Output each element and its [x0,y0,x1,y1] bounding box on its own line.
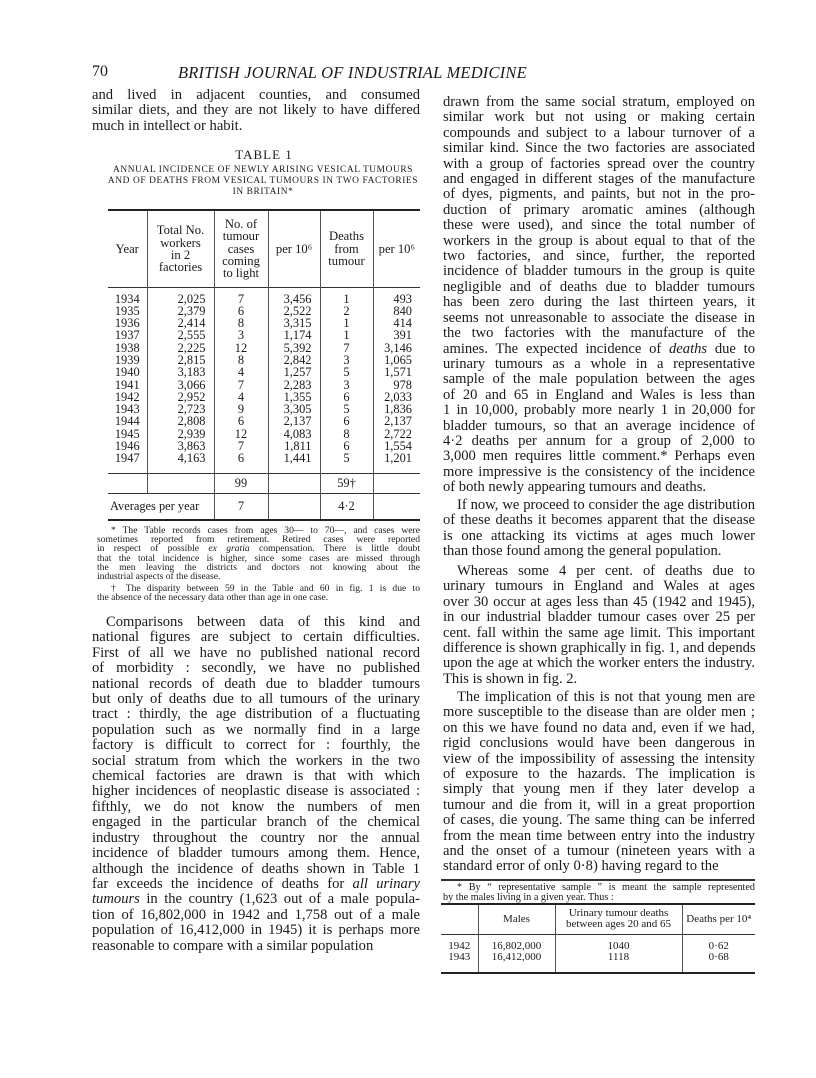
cell-urinary-deaths: 1040 [555,934,682,952]
text-line: of dyes, pigments, and paints, but not in the pro- [443,186,755,203]
journal-title: BRITISH JOURNAL OF INDUSTRIAL MEDICINE [178,63,527,82]
text-line: of cases, die young. The same thing can be inferred [443,812,755,829]
cell-deaths-rate: 493 [373,287,420,305]
table1-caption: TABLE 1 [235,147,293,162]
cell-year: 1939 [114,352,140,367]
cell-year: 1942 [114,389,140,404]
cell-workers: 2,723 [147,403,214,415]
cell-workers: 2,025 [147,287,214,305]
cell-deaths-rate: 2,137 [373,415,420,427]
table-row [108,287,420,305]
col-header-urinary-deaths: Urinary tumour deaths between ages 20 and 65 [555,904,682,934]
text-line: 4·2 deaths per annum for a group of 2,000 to [443,432,755,449]
cell-cases-rate: 2,842 [268,354,320,366]
cell-deaths: 7 [320,342,373,354]
cell-deaths: 3 [320,354,373,366]
text-line: incidence of bladder tumours in the group is quite [443,263,755,280]
cell-workers: 2,808 [147,415,214,427]
cell-deaths: 8 [320,428,373,440]
average-deaths: 4·2 [320,493,373,520]
text-line: simply that young men if they later develop a [443,781,755,798]
cell-cases-rate: 2,137 [268,415,320,427]
cell-workers: 2,379 [147,305,214,317]
right-paragraph-1 [443,95,755,496]
text-line: the absence of the necessary data other than age in one case. [97,592,329,604]
averages-label: Averages per year [110,498,200,513]
text-line: industrial aspects of the disease. [97,571,221,583]
text-line: amines. The expected incidence of deaths due to [443,340,755,357]
text-line: First of all we have no published national record [92,644,420,661]
text-line: has been zero during the last thirteen years, it [443,294,755,311]
cell-cases: 12 [214,428,268,440]
table-row [108,403,420,415]
table-row [108,342,420,354]
footnote-divider [441,879,755,881]
cell-cases: 6 [214,305,268,317]
left-top-paragraph [92,88,420,134]
cell-year: 1941 [114,377,140,392]
text-line: Whereas some 4 per cent. of deaths due to [457,563,755,579]
cell-deaths-rate: 414 [373,317,420,329]
text-line: 1 in 10,000, probably more nearly 1 in 20,000 for [443,402,755,419]
text-line: similar diets, and they are not likely to have differed [92,102,420,119]
col-header-deaths-rate: Deaths per 10⁴ [682,904,755,934]
text-line: two factories, and since, further, the reported [443,248,755,265]
text-line: population of 16,412,000 in 1945) it is perhaps more [92,922,420,939]
right-paragraph-3 [443,564,755,687]
cell-year: 1942 [448,939,471,952]
text-line: more susceptible to the disease than are older men ; [443,704,755,721]
text-line: cent. fall within the same age limit. This important [443,624,755,641]
table1-title: ANNUAL INCIDENCE OF NEWLY ARISING VESICAL TUMOURS AND OF DEATHS FROM VESICAL TUMOURS IN TWO FACTORIES IN BRITAIN* [107,165,419,197]
cell-deaths: 5 [320,452,373,473]
cell-cases: 7 [214,440,268,452]
cell-workers: 3,066 [147,379,214,391]
cell-cases: 7 [214,379,268,391]
table1-averages-row [108,493,420,520]
cell-deaths-rate: 1,836 [373,403,420,415]
text-line: † The disparity between 59 in the Table and 60 in fig. 1 is due to [111,583,420,594]
text-line: duction of primary aromatic amines (although [443,201,755,218]
cell-deaths-rate: 0·62 [682,934,755,952]
cell-males: 16,802,000 [478,934,555,952]
col-header-males: Males [478,904,555,934]
representative-sample-table [441,903,755,974]
text-line: 3,000 men requires little comment.* Perhaps even [443,448,755,465]
text-line: incidence of bladder tumours among them. Hence, [92,845,420,862]
col-header-deaths: Deaths from tumour [320,210,373,287]
cell-deaths: 2 [320,305,373,317]
col-header-workers: Total No. workers in 2 factories [147,210,214,287]
col-header-cases-rate: per 10⁶ [268,210,320,287]
cell-cases-rate: 1,174 [268,329,320,341]
cell-workers: 2,939 [147,428,214,440]
text-line: and the onset of a tumour (nineteen years with a [443,843,755,860]
cell-cases: 3 [214,329,268,341]
table-row [441,952,755,973]
text-line: rigid conclusions would have been dangerous in [443,735,755,752]
cell-year: 1945 [114,426,140,441]
text-line: although the incidence of deaths shown in Table 1 [92,860,420,877]
cell-cases-rate: 4,083 [268,428,320,440]
text-line: these were used), and since the total number of [443,217,755,234]
page-number: 70 [92,63,108,80]
cell-cases: 7 [214,287,268,305]
cell-cases: 6 [214,415,268,427]
text-line: of exposure to the hazards. The implication is [443,766,755,783]
text-line: tumours in the country (1,623 out of a male popula- [92,891,420,908]
cell-deaths-rate: 0·68 [682,952,755,973]
cell-cases: 8 [214,354,268,366]
cell-workers: 2,952 [147,391,214,403]
cell-workers: 4,163 [147,452,214,473]
right-footnote-text [443,883,755,902]
table-row [108,354,420,366]
table-row [108,305,420,317]
cell-deaths: 1 [320,287,373,305]
text-line: that the total incidence is higher, since some cases are missed through [97,552,420,564]
cell-cases-rate: 1,355 [268,391,320,403]
text-line: fifthly, we do not know the numbers of men [92,798,420,815]
cell-deaths: 5 [320,403,373,415]
cell-cases-rate: 3,456 [268,287,320,305]
text-line: and engaged in different stages of the manufacture [443,171,755,188]
text-line: with a group of factories spread over the country [443,155,755,172]
cell-cases-rate: 1,811 [268,440,320,452]
text-line: in our industrial bladder tumour cases over 25 per [443,609,755,626]
text-line: tion of 16,802,000 in 1942 and 1,758 out of a male [92,906,420,923]
cell-cases-rate: 3,315 [268,317,320,329]
text-line: than those found among the general population. [443,543,722,560]
cell-year: 1938 [114,340,140,355]
cell-workers: 3,863 [147,440,214,452]
col-header-year: Year [115,241,139,256]
table-row [108,379,420,391]
text-line: more impressive is the consistency of the incidence [443,463,755,480]
text-line: urinary tumours as a whole in a representative [443,355,755,372]
cell-cases: 9 [214,403,268,415]
cell-deaths-rate: 1,554 [373,440,420,452]
cell-deaths-rate: 1,201 [373,452,420,473]
text-line: by the males living in a given year. Thus : [443,891,614,903]
right-paragraph-4 [443,690,755,875]
table1 [108,209,420,521]
cell-urinary-deaths: 1118 [555,952,682,973]
text-line: the two factories with the manufacture of the [443,325,755,342]
text-line: on this we have found no data and, even if we had, [443,719,755,736]
total-deaths: 59† [320,473,373,493]
table-row [108,428,420,440]
cell-workers: 2,555 [147,329,214,341]
cell-deaths-rate: 3,146 [373,342,420,354]
cell-workers: 2,225 [147,342,214,354]
table1-header-row [108,210,420,287]
cell-deaths: 6 [320,391,373,403]
text-line: similar kind. Since the two factories are associated [443,140,755,157]
cell-year: 1943 [114,402,140,417]
cell-cases: 4 [214,366,268,378]
cell-cases: 8 [214,317,268,329]
text-line: in respect of possible ex gratia compensation. There is little doubt [97,543,420,555]
table1-totals-row [108,473,420,493]
table-row [441,934,755,952]
cell-deaths-rate: 1,065 [373,354,420,366]
col-header-deaths-rate: per 10⁶ [373,210,420,287]
text-line: sometimes reported from retirement. Retired cases were reported [97,534,420,546]
text-line: negligible and of deaths due to bladder tumours [443,278,755,295]
cell-deaths: 6 [320,440,373,452]
text-line: higher incidences of neoplastic disease is associated : [92,783,420,800]
text-line: tract : thirdly, the age distribution of a fluctuating [92,706,420,723]
text-line: but only of deaths due to all tumours of the urinary [92,691,420,708]
text-line: bladder tumours, so that an average incidence of [443,417,755,434]
table-row [108,329,420,341]
col-header-cases: No. of tumour cases coming to light [214,210,268,287]
cell-deaths: 5 [320,366,373,378]
cell-deaths: 1 [320,329,373,341]
text-line: of 20 and 65 in England and Wales is less than [443,386,755,403]
cell-deaths: 1 [320,317,373,329]
cell-workers: 2,815 [147,354,214,366]
text-line: If now, we proceed to consider the age distribution [457,497,755,513]
text-line: national figures are subject to certain difficulties. [92,629,420,646]
col-header-year [441,904,478,934]
cell-deaths-rate: 2,033 [373,391,420,403]
cell-cases-rate: 2,522 [268,305,320,317]
table1-footnote-dagger [97,584,420,602]
text-line: sample of the male population between the ages [443,371,755,388]
average-cases: 7 [214,493,268,520]
cell-year: 1934 [114,291,140,306]
text-line: * The Table records cases from ages 30— to 70—, and cases were [111,525,420,536]
text-line: is one attacking its victims at ages much lower [443,527,755,544]
text-line: tumour and die from it, will in a great proportion [443,796,755,813]
cell-deaths-rate: 978 [373,379,420,391]
text-line: national records of death due to bladder tumours [92,675,420,692]
text-line: much in intellect or habit. [92,117,243,134]
cell-cases: 12 [214,342,268,354]
cell-cases-rate: 1,257 [268,366,320,378]
table1-footnote-asterisk [97,526,420,581]
cell-cases-rate: 2,283 [268,379,320,391]
cell-deaths-rate: 391 [373,329,420,341]
text-line: industry throughout the country nor the annual [92,829,420,846]
text-line: of morbidity : secondly, we have no published [92,660,420,677]
cell-deaths: 3 [320,379,373,391]
cell-year: 1943 [448,950,471,963]
cell-year: 1947 [114,451,140,466]
sample-table-header-row [441,904,755,934]
text-line: * By “ representative sample ” is meant the sample represented [457,882,755,893]
text-line: urinary tumours in England and Wales at ages [443,578,755,595]
cell-year: 1944 [114,414,140,429]
cell-deaths-rate: 1,571 [373,366,420,378]
text-line: The implication of this is not that young men are [457,689,755,705]
text-line: seems not unreasonable to associate the disease in [443,309,755,326]
text-line: social stratum from which the workers in the two [92,752,420,769]
cell-cases-rate: 3,305 [268,403,320,415]
table-row [108,415,420,427]
cell-workers: 2,414 [147,317,214,329]
text-line: reasonable to compare with a similar population [92,937,374,954]
text-line: compounds and subject to a labour turnover of a [443,124,755,141]
right-paragraph-2 [443,498,755,560]
cell-cases-rate: 1,441 [268,452,320,473]
text-line: factory is difficult to correct for : fourthly, the [92,737,420,754]
text-line: from the mean time between entry into the industry [443,827,755,844]
text-line: This is shown in fig. 2. [443,670,578,687]
cell-year: 1935 [114,303,140,318]
text-line: far exceeds the incidence of deaths for all urinary [92,875,420,892]
table-row [108,440,420,452]
text-line: workers in the group is about equal to that of the [443,232,755,249]
text-line: over 30 occur at ages less than 45 (1942 and 1945), [443,593,755,610]
text-line: standard error of only 0·8) having regard to the [443,858,719,875]
cell-cases: 6 [214,452,268,473]
text-line: chemical factories are drawn is that with which [92,768,420,785]
text-line: drawn from the same social stratum, employed on [443,94,755,110]
cell-cases-rate: 5,392 [268,342,320,354]
text-line: and lived in adjacent counties, and consumed [92,87,420,103]
cell-year: 1940 [114,365,140,380]
table-row [108,366,420,378]
text-line: of both newly appearing tumours and deaths. [443,479,707,496]
total-cases: 99 [214,473,268,493]
cell-deaths-rate: 840 [373,305,420,317]
cell-deaths-rate: 2,722 [373,428,420,440]
text-line: upon the age at which the worker enters the industry. [443,655,755,672]
text-line: of these deaths it becomes apparent that the disease [443,512,755,529]
cell-deaths: 6 [320,415,373,427]
table-row [108,317,420,329]
cell-year: 1946 [114,439,140,454]
text-line: difference is shown graphically in fig. 1, and depends [443,640,756,657]
text-line: similar work but not using or making certain [443,109,755,126]
text-line: engaged in the particular branch of the chemical [92,814,420,831]
text-line: view of the impossibility of assessing the intensity [443,750,755,767]
text-line: Comparisons between data of this kind and [106,614,420,630]
cell-year: 1936 [114,316,140,331]
text-line: population such as we normally find in a large [92,721,420,738]
left-bottom-paragraph [92,615,420,954]
cell-year: 1937 [114,328,140,343]
cell-males: 16,412,000 [478,952,555,973]
text-line: the men leaving the districts and doctors not knowing about the [97,561,420,573]
cell-workers: 3,183 [147,366,214,378]
table-row [108,391,420,403]
cell-cases: 4 [214,391,268,403]
table-row [108,452,420,473]
